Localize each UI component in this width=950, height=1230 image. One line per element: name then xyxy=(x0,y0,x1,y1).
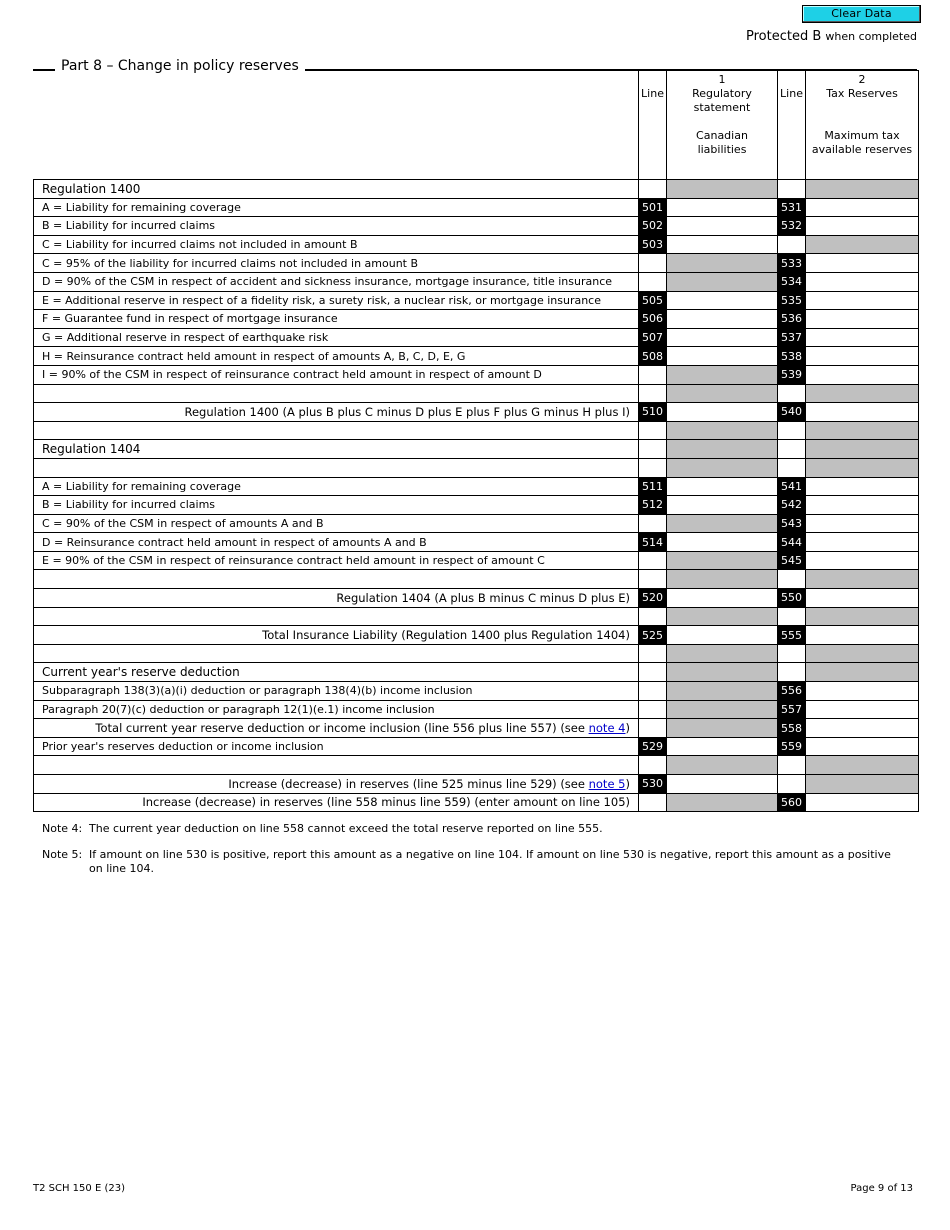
line-code-510: 510 xyxy=(639,403,667,422)
row-label: Prior year's reserves deduction or income inclusion xyxy=(42,740,324,754)
row-description xyxy=(34,217,639,236)
page-number: Page 9 of 13 xyxy=(850,1183,913,1194)
line-code-empty xyxy=(639,551,667,570)
line-code-529: 529 xyxy=(639,737,667,756)
row-label: A = Liability for remaining coverage xyxy=(42,479,241,493)
col2-number: 2 xyxy=(858,73,866,86)
table-row xyxy=(34,384,919,403)
table-row xyxy=(34,570,919,589)
col1-sub-1: Canadian xyxy=(696,129,748,142)
row-description xyxy=(34,254,639,273)
shaded-cell xyxy=(667,272,778,291)
amount-field-539[interactable] xyxy=(806,365,919,384)
col1-title-2: statement xyxy=(693,101,751,114)
line-code-empty xyxy=(639,607,667,626)
amount-field-560[interactable] xyxy=(806,793,919,812)
table-row xyxy=(34,496,919,515)
notes-section xyxy=(42,822,902,888)
amount-field-529[interactable] xyxy=(667,737,778,756)
line-code-empty xyxy=(639,384,667,403)
note-4-text: The current year deduction on line 558 cannot exceed the total reserve reported on line 555. xyxy=(89,822,603,835)
line-code-542: 542 xyxy=(778,496,806,515)
line-code-536: 536 xyxy=(778,310,806,329)
row-label: Paragraph 20(7)(c) deduction or paragraph 12(1)(e.1) income inclusion xyxy=(42,702,435,716)
line-code-501: 501 xyxy=(639,198,667,217)
row-label: Increase (decrease) in reserves (line 558 minus line 559) (enter amount on line 105) xyxy=(142,795,630,810)
amount-field-536[interactable] xyxy=(806,310,919,329)
amount-field-503[interactable] xyxy=(667,235,778,254)
shaded-cell xyxy=(667,458,778,477)
row-label: Total current year reserve deduction or income inclusion (line 556 plus line 557) (see xyxy=(95,721,589,736)
shaded-cell xyxy=(667,663,778,682)
line-code-512: 512 xyxy=(639,496,667,515)
amount-field-550[interactable] xyxy=(806,589,919,608)
col1-number: 1 xyxy=(718,73,726,86)
row-description xyxy=(34,180,639,199)
row-description xyxy=(34,496,639,515)
line-code-empty xyxy=(639,644,667,663)
line-code-empty xyxy=(639,458,667,477)
table-row xyxy=(34,310,919,329)
row-description xyxy=(34,310,639,329)
shaded-cell xyxy=(806,663,919,682)
row-description xyxy=(34,384,639,403)
amount-field-558[interactable] xyxy=(806,719,919,738)
line-code-560: 560 xyxy=(778,793,806,812)
line-code-533: 533 xyxy=(778,254,806,273)
line-code-503: 503 xyxy=(639,235,667,254)
row-description xyxy=(34,514,639,533)
note-link[interactable]: note 5 xyxy=(588,776,626,791)
amount-field-525[interactable] xyxy=(667,626,778,645)
row-label: Regulation 1400 xyxy=(42,181,141,196)
line-code-empty xyxy=(778,384,806,403)
amount-field-557[interactable] xyxy=(806,700,919,719)
shaded-cell xyxy=(806,421,919,440)
header-description-cell xyxy=(34,71,639,180)
row-description xyxy=(34,626,639,645)
table-row xyxy=(34,607,919,626)
row-label: I = 90% of the CSM in respect of reinsurance contract held amount in respect of amount D xyxy=(42,368,542,382)
table-row xyxy=(34,626,919,645)
line-code-557: 557 xyxy=(778,700,806,719)
amount-field-540[interactable] xyxy=(806,403,919,422)
table-row xyxy=(34,477,919,496)
table-row xyxy=(34,458,919,477)
amount-field-544[interactable] xyxy=(806,533,919,552)
header-col2 xyxy=(806,71,919,180)
table-row xyxy=(34,589,919,608)
table-row xyxy=(34,551,919,570)
amount-field-531[interactable] xyxy=(806,198,919,217)
table-row xyxy=(34,775,919,794)
protected-b-label xyxy=(746,29,917,44)
row-description xyxy=(34,719,639,738)
line-code-545: 545 xyxy=(778,551,806,570)
line-code-empty xyxy=(639,514,667,533)
line-code-530: 530 xyxy=(639,775,667,794)
protected-suffix: when completed xyxy=(825,30,917,43)
amount-field-502[interactable] xyxy=(667,217,778,236)
row-label: Subparagraph 138(3)(a)(i) deduction or paragraph 138(4)(b) income inclusion xyxy=(42,684,473,698)
shaded-cell xyxy=(806,756,919,775)
header-line-1: Line xyxy=(639,71,667,180)
amount-field-511[interactable] xyxy=(667,477,778,496)
line-code-empty xyxy=(778,421,806,440)
line-code-505: 505 xyxy=(639,291,667,310)
table-row xyxy=(34,217,919,236)
amount-field-507[interactable] xyxy=(667,328,778,347)
shaded-cell xyxy=(667,180,778,199)
table-row xyxy=(34,682,919,701)
note-4-label: Note 4: xyxy=(42,822,83,835)
line-code-empty xyxy=(639,570,667,589)
line-code-538: 538 xyxy=(778,347,806,366)
part-title: Part 8 – Change in policy reserves xyxy=(55,58,305,74)
row-label: Regulation 1400 (A plus B plus C minus D plus E plus F plus G minus H plus I) xyxy=(184,404,630,419)
amount-field-534[interactable] xyxy=(806,272,919,291)
row-description xyxy=(34,291,639,310)
shaded-cell xyxy=(667,421,778,440)
amount-field-542[interactable] xyxy=(806,496,919,515)
row-description xyxy=(34,570,639,589)
line-code-525: 525 xyxy=(639,626,667,645)
row-label: Current year's reserve deduction xyxy=(42,665,240,680)
amount-field-501[interactable] xyxy=(667,198,778,217)
row-label: G = Additional reserve in respect of earthquake risk xyxy=(42,331,329,345)
line-code-531: 531 xyxy=(778,198,806,217)
table-row xyxy=(34,198,919,217)
amount-field-559[interactable] xyxy=(806,737,919,756)
row-label: Increase (decrease) in reserves (line 525 minus line 529) (see xyxy=(228,776,589,791)
table-row xyxy=(34,291,919,310)
row-description xyxy=(34,644,639,663)
policy-reserves-table xyxy=(33,70,919,812)
line-code-544: 544 xyxy=(778,533,806,552)
line-code-empty xyxy=(778,663,806,682)
shaded-cell xyxy=(667,682,778,701)
amount-field-545[interactable] xyxy=(806,551,919,570)
line-code-550: 550 xyxy=(778,589,806,608)
shaded-cell xyxy=(667,644,778,663)
line-code-empty xyxy=(639,682,667,701)
amount-field-535[interactable] xyxy=(806,291,919,310)
amount-field-508[interactable] xyxy=(667,347,778,366)
col1-sub-2: liabilities xyxy=(697,143,747,156)
table-row xyxy=(34,254,919,273)
line-code-empty xyxy=(778,235,806,254)
shaded-cell xyxy=(667,700,778,719)
row-description xyxy=(34,775,639,794)
line-code-532: 532 xyxy=(778,217,806,236)
table-row xyxy=(34,347,919,366)
amount-field-537[interactable] xyxy=(806,328,919,347)
table-row xyxy=(34,533,919,552)
row-label-end: ) xyxy=(625,776,630,791)
line-code-537: 537 xyxy=(778,328,806,347)
table-row xyxy=(34,328,919,347)
row-description xyxy=(34,477,639,496)
row-description xyxy=(34,458,639,477)
row-description xyxy=(34,756,639,775)
note-5-text: If amount on line 530 is positive, report this amount as a negative on line 104. If amount on line 530 is negative, report this amount as a positive on line 104. xyxy=(89,848,891,875)
table-row xyxy=(34,793,919,812)
table-row xyxy=(34,440,919,459)
shaded-cell xyxy=(667,254,778,273)
line-code-empty xyxy=(778,607,806,626)
line-code-514: 514 xyxy=(639,533,667,552)
amount-field-533[interactable] xyxy=(806,254,919,273)
line-code-535: 535 xyxy=(778,291,806,310)
table-row xyxy=(34,365,919,384)
table-row xyxy=(34,421,919,440)
shaded-cell xyxy=(806,607,919,626)
row-label: E = Additional reserve in respect of a fidelity risk, a surety risk, a nuclear risk, or mortgage insurance xyxy=(42,293,601,307)
shaded-cell xyxy=(667,440,778,459)
shaded-cell xyxy=(667,570,778,589)
row-label-end: ) xyxy=(625,721,630,736)
line-code-empty xyxy=(639,272,667,291)
line-code-empty xyxy=(639,719,667,738)
line-code-534: 534 xyxy=(778,272,806,291)
row-description xyxy=(34,440,639,459)
row-label: D = Reinsurance contract held amount in respect of amounts A and B xyxy=(42,535,427,549)
row-description xyxy=(34,737,639,756)
table-row xyxy=(34,644,919,663)
amount-field-520[interactable] xyxy=(667,589,778,608)
table-row xyxy=(34,737,919,756)
line-code-empty xyxy=(778,440,806,459)
line-code-empty xyxy=(639,700,667,719)
line-code-empty xyxy=(639,440,667,459)
note-5-label: Note 5: xyxy=(42,848,83,861)
amount-field-510[interactable] xyxy=(667,403,778,422)
col2-sub-2: available reserves xyxy=(811,143,913,156)
shaded-cell xyxy=(806,458,919,477)
line-code-539: 539 xyxy=(778,365,806,384)
row-description xyxy=(34,328,639,347)
shaded-cell xyxy=(667,607,778,626)
row-description xyxy=(34,793,639,812)
row-label: Regulation 1404 (A plus B minus C minus D plus E) xyxy=(336,590,630,605)
row-label: C = 95% of the liability for incurred claims not included in amount B xyxy=(42,256,419,270)
shaded-cell xyxy=(806,384,919,403)
table-row xyxy=(34,180,919,199)
row-description xyxy=(34,272,639,291)
line-code-558: 558 xyxy=(778,719,806,738)
shaded-cell xyxy=(667,384,778,403)
table-row xyxy=(34,235,919,254)
table-row xyxy=(34,700,919,719)
shaded-cell xyxy=(667,514,778,533)
table-row xyxy=(34,272,919,291)
row-description xyxy=(34,533,639,552)
amount-field-512[interactable] xyxy=(667,496,778,515)
shaded-cell xyxy=(667,793,778,812)
shaded-cell xyxy=(667,719,778,738)
row-label: C = 90% of the CSM in respect of amounts A and B xyxy=(42,516,324,530)
table-row xyxy=(34,663,919,682)
line-code-empty xyxy=(778,458,806,477)
line-code-507: 507 xyxy=(639,328,667,347)
line-code-empty xyxy=(778,180,806,199)
row-description xyxy=(34,421,639,440)
row-description xyxy=(34,403,639,422)
shaded-cell xyxy=(806,440,919,459)
line-code-empty xyxy=(639,254,667,273)
row-label: Total Insurance Liability (Regulation 1400 plus Regulation 1404) xyxy=(262,628,630,643)
line-code-empty xyxy=(639,365,667,384)
row-label: H = Reinsurance contract held amount in respect of amounts A, B, C, D, E, G xyxy=(42,349,466,363)
amount-field-538[interactable] xyxy=(806,347,919,366)
table-row xyxy=(34,719,919,738)
shaded-cell xyxy=(806,235,919,254)
row-label: Regulation 1404 xyxy=(42,442,141,457)
table-row xyxy=(34,756,919,775)
line-code-empty xyxy=(778,756,806,775)
note-5 xyxy=(42,848,902,876)
amount-field-541[interactable] xyxy=(806,477,919,496)
line-code-empty xyxy=(778,570,806,589)
row-description xyxy=(34,551,639,570)
line-code-empty xyxy=(639,421,667,440)
line-code-556: 556 xyxy=(778,682,806,701)
table-header-row xyxy=(34,71,919,180)
table-row xyxy=(34,514,919,533)
shaded-cell xyxy=(667,551,778,570)
line-code-empty xyxy=(639,793,667,812)
header-col1 xyxy=(667,71,778,180)
row-description xyxy=(34,682,639,701)
row-description xyxy=(34,365,639,384)
line-code-508: 508 xyxy=(639,347,667,366)
line-code-520: 520 xyxy=(639,589,667,608)
amount-field-556[interactable] xyxy=(806,682,919,701)
col1-title-1: Regulatory xyxy=(692,87,752,100)
line-code-506: 506 xyxy=(639,310,667,329)
row-description xyxy=(34,347,639,366)
row-label: F = Guarantee fund in respect of mortgage insurance xyxy=(42,312,338,326)
row-label: B = Liability for incurred claims xyxy=(42,498,216,512)
shaded-cell xyxy=(806,775,919,794)
col2-sub-1: Maximum tax xyxy=(824,129,900,142)
line-code-502: 502 xyxy=(639,217,667,236)
row-description xyxy=(34,607,639,626)
line-code-543: 543 xyxy=(778,514,806,533)
row-label: B = Liability for incurred claims xyxy=(42,219,216,233)
line-code-empty xyxy=(639,663,667,682)
line-code-559: 559 xyxy=(778,737,806,756)
row-description xyxy=(34,235,639,254)
note-4 xyxy=(42,822,902,836)
line-code-540: 540 xyxy=(778,403,806,422)
amount-field-532[interactable] xyxy=(806,217,919,236)
form-id: T2 SCH 150 E (23) xyxy=(33,1183,125,1194)
table-row xyxy=(34,403,919,422)
amount-field-543[interactable] xyxy=(806,514,919,533)
amount-field-555[interactable] xyxy=(806,626,919,645)
header-line-2: Line xyxy=(778,71,806,180)
shaded-cell xyxy=(667,365,778,384)
amount-field-514[interactable] xyxy=(667,533,778,552)
shaded-cell xyxy=(806,180,919,199)
line-code-empty xyxy=(778,644,806,663)
amount-field-506[interactable] xyxy=(667,310,778,329)
shaded-cell xyxy=(667,756,778,775)
col2-title: Tax Reserves xyxy=(826,87,898,100)
line-code-empty xyxy=(778,775,806,794)
row-description xyxy=(34,663,639,682)
row-description xyxy=(34,198,639,217)
clear-data-button[interactable]: Clear Data xyxy=(802,5,921,23)
amount-field-505[interactable] xyxy=(667,291,778,310)
row-label: E = 90% of the CSM in respect of reinsurance contract held amount in respect of amount C xyxy=(42,554,545,568)
line-code-empty xyxy=(639,180,667,199)
line-code-empty xyxy=(639,756,667,775)
note-link[interactable]: note 4 xyxy=(588,721,626,736)
row-label: C = Liability for incurred claims not included in amount B xyxy=(42,238,358,252)
line-code-511: 511 xyxy=(639,477,667,496)
row-label: D = 90% of the CSM in respect of accident and sickness insurance, mortgage insurance, title insurance xyxy=(42,275,613,289)
row-label: A = Liability for remaining coverage xyxy=(42,200,241,214)
protected-text: Protected B xyxy=(746,29,822,44)
line-code-555: 555 xyxy=(778,626,806,645)
amount-field-530[interactable] xyxy=(667,775,778,794)
shaded-cell xyxy=(806,644,919,663)
row-description xyxy=(34,589,639,608)
row-description xyxy=(34,700,639,719)
shaded-cell xyxy=(806,570,919,589)
line-code-541: 541 xyxy=(778,477,806,496)
